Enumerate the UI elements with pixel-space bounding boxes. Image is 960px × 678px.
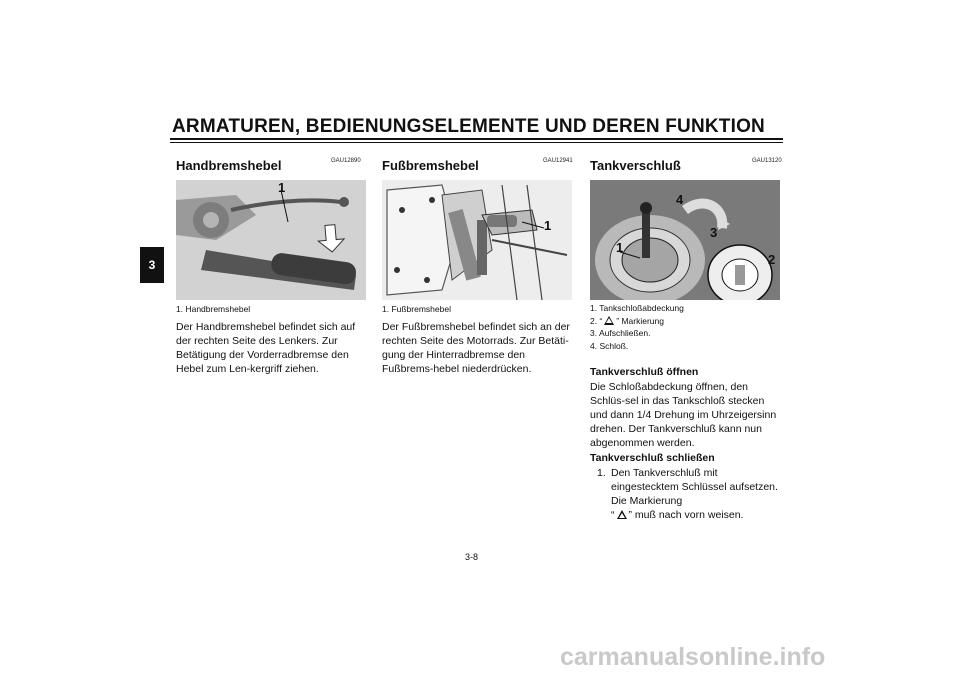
step-item: 1. Den Tankverschluß mit eingestecktem Schlüssel aufsetzen. Die Markierung “ ” muß nach vorn weisen.	[597, 467, 778, 521]
subheading-open: Tankverschluß öffnen	[590, 366, 699, 378]
figure-label: 3	[710, 225, 718, 240]
step-text: Den Tankverschluß mit eingestecktem Schlüssel aufsetzen. Die Markierung	[611, 467, 778, 507]
section-heading: Fußbremshebel	[382, 158, 479, 173]
figure-label: 1	[278, 180, 286, 195]
caption-item: 4. Schloß.	[590, 340, 629, 351]
section-heading: Handbremshebel	[176, 158, 282, 173]
figure-caption: 1. Fußbremshebel	[382, 304, 451, 314]
watermark: carmanualsonline.info	[560, 643, 826, 671]
body-text: Der Handbremshebel befindet sich auf der rechten Seite des Lenkers. Zur Betätigung der Vorderradbremse den Hebel zum Len-kergriff ziehen.	[176, 321, 356, 375]
subheading-close: Tankverschluß schließen	[590, 452, 715, 464]
figure-footbrake	[382, 180, 572, 300]
body-text-open: Die Schloßabdeckung öffnen, den Schlüs-sel in das Tankschloß stecken und dann 1/4 Drehung im Uhrzeigersinn drehen. Der Tankverschluß kann nun abgenommen werden.	[590, 381, 777, 449]
warning-triangle-icon	[617, 510, 627, 519]
section-heading: Tankverschluß	[590, 158, 681, 173]
caption-item: 1. Tankschloßabdeckung	[590, 303, 684, 313]
title-rule	[170, 138, 783, 140]
body-text: Der Fußbremshebel befindet sich an der rechten Seite des Motorrads. Zur Betäti-gung der Hinterradbremse den Fußbrems-hebel niederdrücken.	[382, 321, 570, 375]
title-rule-thin	[170, 142, 783, 143]
figure-handbrake	[176, 180, 366, 300]
figure-label: 4	[676, 192, 684, 207]
section-code: GAU12941	[543, 158, 573, 164]
warning-triangle-icon	[604, 316, 614, 325]
step-number: 1.	[597, 467, 606, 479]
figure-label: 1	[544, 218, 552, 233]
page-number: 3-8	[465, 552, 479, 562]
chapter-tab: 3	[140, 247, 164, 283]
section-code: GAU13120	[752, 158, 782, 164]
caption-item: 2. “ ” Markierung	[590, 315, 664, 326]
caption-list	[590, 302, 684, 352]
figure-label: 1	[616, 240, 624, 255]
caption-item: 3. Aufschließen.	[590, 328, 651, 338]
section-code: GAU12890	[331, 158, 361, 164]
page-title: ARMATUREN, BEDIENUNGSELEMENTE UND DEREN FUNKTION	[172, 116, 765, 137]
figure-label: 2	[768, 252, 776, 267]
figure-fuel-cap	[590, 180, 780, 300]
figure-caption: 1. Handbremshebel	[176, 304, 251, 314]
